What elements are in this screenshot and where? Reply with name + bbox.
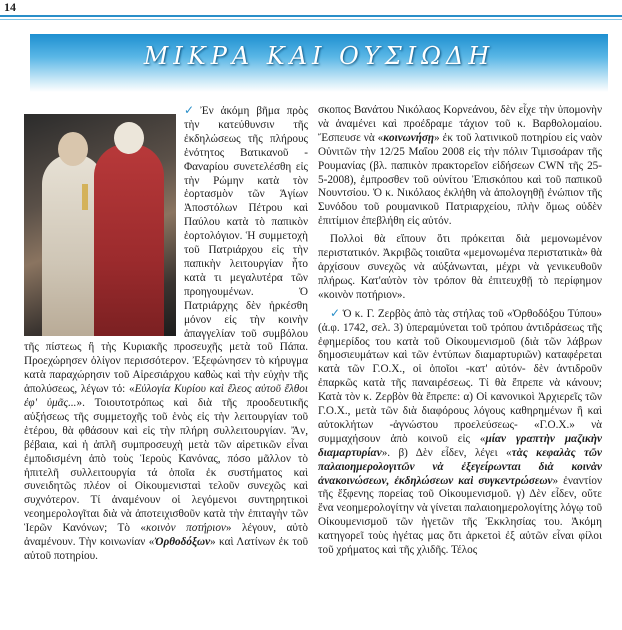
top-rule-thin <box>0 19 622 20</box>
right-column <box>318 104 602 562</box>
article-paragraph: Πολλοὶ θὰ εἴπουν ὅτι πρόκειται διὰ μεμονωμένον περιστατικόν. Ἀκριβῶς τοιαῦτα «μεμονωμένα περιστατικὰ» θὰ ἀρχίσουν συνεχῶς νὰ αὐξάνωνται, μέχρι νὰ γενικευθοῦν πλήρως. Κατ'αὐτὸν τὸν τρόπον θὰ ἐπιτευχθῇ τὸ περίφημον «κοινὸν ποτήριον». <box>318 233 602 301</box>
top-rule <box>0 15 622 17</box>
left-column <box>24 104 308 568</box>
section-banner <box>30 34 608 92</box>
photo-float-spacer <box>24 104 184 338</box>
section-title: ΜΙΚΡΑ ΚΑΙ ΟΥΣΙΩΔΗ <box>143 42 495 70</box>
checkmark-icon: ✓ <box>330 305 341 320</box>
article-paragraph: σκοπος Βανάτου Νικόλαος Κορνεάνου, δὲν εἶχε τὴν ὑπομονὴν νὰ ἀναμένει καὶ προέδραμε τάχιον τοῦ κ. Βαρθολομαίου. Ἔσπευσε νὰ «κοινωνήσῃ» ἐκ τοῦ λατινικοῦ ποτηρίου εἰς ναὸν Οὐνιτῶν τὴν 12/25 Μαΐου 2008 εἰς τὴν πόλιν Τιμισοάραν τῆς Ρουμανίας (βλ. παπικὸν πρακτορεῖον εἰδήσεων CWN τῆς 25-5-2008), ἐμπροσθεν τοῦ οὐνίτου Ἐπισκόπου καὶ τοῦ παπικοῦ Νουντσίου. Ὁ κ. Νικόλαος ἐκλήθη νὰ ἀπολογηθῇ ἐνώπιον τῆς Συνόδου τοῦ ρουμανικοῦ Πατριαρχείου, πλὴν ὅμως οὐδὲν ἐπιτίμιον ἐπεβλήθη εἰς αὐτόν. <box>318 104 602 228</box>
page-number: 14 <box>4 0 16 14</box>
article-paragraph: ✓ Ἐν ἀκόμη βῆμα πρὸς τὴν κατεύθυνσιν τῆς ἐκδηλώσεως τῆς πλήρους ἑνότητος Βατικανοῦ - Φαναρίου συνετελέσθη εἰς τὴν Ρώμην κατὰ τὸν ἑορτασμὸν τῶν Ἁγίων Ἀποστόλων Πέτρου καὶ Παύλου κατὰ τὸ παπικὸν ἑορτολόγιον. Ἡ συμμετοχὴ τοῦ Πατριάρχου εἰς τὴν παπικὴν λειτουργίαν ἦτο κατὰ τι μεγαλυτέρα τῶν προηγουμένων. Ὁ Πατριάρχης δὲν ἠρκέσθη μόνον εἰς τὴν κοινὴν ἀπαγγελίαν τοῦ συμβόλου τῆς πίστεως ἢ τὴς Κυριακῆς προσευχῆς μετὰ τοῦ Πάπα. Προεχώρησεν ὀλίγον περισσότερον. Ἐξεφώνησεν τὸ κήρυγμα κατὰ παραχώρησιν τοῦ Αἱρεσιάρχου καθὼς καὶ τὴν εὐχὴν τῆς ἀπολύσεως, λέγων τό: «Εὐλογία Κυρίου καὶ ἔλεος αὐτοῦ ἔλθοι ἐφ' ὑμᾶς...». Τοιουτοτρόπως καὶ διὰ τῆς προοδευτικῆς αὐξήσεως τῆς συμμετοχῆς τοῦ ἑνὸς εἰς τὴν λειτουργίαν τοῦ ἑτέρου, θὰ φθάσουν καὶ εἰς τὴν πλήρη συλλειτουργίαν. Ἄν, βέβαια, καὶ ἡ ἁπλῆ συμπροσευχὴ μετὰ τῶν αἱρετικῶν εἶναι ἐμποδισμένη ἀπὸ τοὺς Ἱεροὺς Κανόνας, πόσο μᾶλλον τὸ ἠπιτελῆ συλλειτουργία τά ὁποῖα ἐκ συστήματος καὶ συνειδητῶς πλέον οἱ Οἰκουμενισταὶ τελοῦν συνεχῶς καὶ συχνότερον. Τί ἀναμένουν οἱ λεγόμενοι συντηρητικοὶ νεοημερολογῖται διὰ νὰ ἀποτειχισθοῦν κατὰ τὴν ἐπιταγὴν τῶν Ἱερῶν Κανόνων; Τὸ «κοινὸν ποτήριον» λέγουν, αὐτὸ ἀναμένουν. Τὴν κοινωνίαν «Ὀρθοδόξων» καὶ Λατίνων ἐκ τοῦ αὐτοῦ ποτηρίου. <box>24 103 309 562</box>
checkmark-icon: ✓ <box>184 103 199 117</box>
article-paragraph: ✓ Ὁ κ. Γ. Ζερβὸς ἀπὸ τὰς στήλας τοῦ «Ὀρθοδόξου Τύπου» (ἀ.φ. 1742, σελ. 3) ὑπεραμύνεται τοῦ τρόπου ἀντιδράσεως τῆς ἐφημερίδος του κατὰ τοῦ Οἰκουμενισμοῦ (διὰ τῶν λάβρων δημοσιευμάτων καὶ τῶν ἐντύπων διαμαρτυριῶν) καταφέρεται κατὰ τῶν Γ.Ο.Χ., οἱ ὁποῖοι -κατ' αὐτόν- δὲν ἀντιδροῦν ἐπαρκῶς κατὰ τῆς παναιρέσεως. Τί θὰ ἔπρεπε νὰ κάνουν; Κατὰ τὸν κ. Ζερβὸν θὰ ἔπρεπε: α) Οἱ κανονικοὶ Ἀρχιερεῖς τῶν Γ.Ο.Χ., μετὰ τῶν διὰ διαφόρους λόγους καθηρημένων ἢ καὶ αὐτοκλήτων -ἀγνώστου προελεύσεως- «Γ.Ο.Χ.» νὰ συμμαχήσουν ἀπὸ κοινοῦ εἰς «μίαν γραπτὴν μαζικὴν διαμαρτυρίαν». β) Δὲν εἶδεν, λέγει «τὰς κεφαλὰς τῶν παλαιοημερολογιτῶν νὰ ἐξεγείρωνται διὰ κοινὰν ἀνακοινώσεων, ἐκδηλώσεων καὶ συγκεντρώσεων» ἐναντίον τῆς ἔξφενης πορείας τοῦ Οἰκουμενισμοῦ. γ) Δὲν εἶδεν, οὔτε ἕνα νεοημερολογίτην νὰ γίνεται παλαιοημερολογίτης λόγῳ τοῦ Οἰκουμενισμοῦ τῶν ἡγετῶν τῆς Ἐκκλησίας του. Ἀκόμη κατηγορεῖ τοὺς ἡγέτας μας ὅτι ἀρκετοὶ ἐξ αὐτῶν εἶναι φίλοι τοῦ χρήματος καὶ τῆς χλιδῆς. Τέλος <box>318 305 602 557</box>
